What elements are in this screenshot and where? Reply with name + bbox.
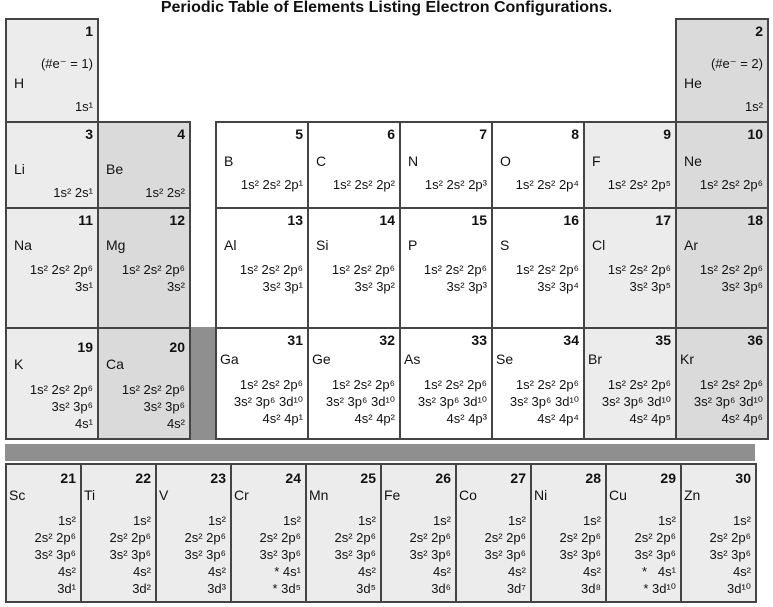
atomic-number: 23 <box>210 470 226 486</box>
element-cell-li <box>5 121 99 209</box>
electron-configuration: 1s² 2s¹ <box>53 185 93 200</box>
element-cell-as <box>399 327 493 440</box>
element-symbol: Se <box>496 351 514 367</box>
electron-configuration: 1s² 2s² 2p⁶ 3s² 3p⁴ <box>515 262 579 294</box>
element-cell-s <box>491 207 585 329</box>
atomic-number: 30 <box>735 470 751 486</box>
atomic-number: 8 <box>571 126 579 142</box>
atomic-number: 1 <box>85 23 93 39</box>
electron-configuration: 1s² 2s² 2p⁶ <box>699 177 763 192</box>
atomic-number: 15 <box>471 212 487 228</box>
element-cell-se <box>491 327 585 440</box>
element-symbol: Cl <box>592 237 606 253</box>
atomic-number: 18 <box>747 212 763 228</box>
element-symbol: Mg <box>106 237 126 253</box>
electron-configuration: 1s² 2s² 2p⁶ 3s² 3p⁶ 4s¹ <box>29 382 93 431</box>
electron-count-note: (#e⁻ = 2) <box>710 56 763 71</box>
electron-configuration: 1s² 2s² 2p⁶ 3s² 3p⁶ 4s² 3d¹ <box>34 513 76 596</box>
electron-configuration: 1s² 2s² 2p⁶ 3s² 3p⁵ <box>607 262 671 294</box>
element-cell-al <box>215 207 309 329</box>
element-cell-mg <box>97 207 191 329</box>
electron-configuration: 1s² 2s² 2p⁶ 3s² 3p⁶ 3d¹⁰ 4s² 4p⁶ <box>693 377 763 426</box>
electron-configuration: 1s² 2s² 2p⁶ 3s² 3p⁶ <box>699 262 763 294</box>
element-cell-sc <box>5 463 82 603</box>
electron-configuration: 1s² 2s² 2p¹ <box>240 177 303 192</box>
atomic-number: 24 <box>285 470 301 486</box>
electron-configuration: 1s² 2s² 2p⁶ 3s² 3p⁶ 3d¹⁰ 4s² 4p² <box>325 377 395 426</box>
element-symbol: Al <box>224 237 237 253</box>
element-symbol: O <box>500 153 511 169</box>
electron-configuration: 1s² 2s² 2p⁶ 3s² 3p⁶ 3d¹⁰ 4s² 4p⁵ <box>601 377 671 426</box>
electron-configuration: 1s² 2s² 2p⁶ 3s² 3p⁶ 3d¹⁰ 4s² 4p⁴ <box>509 377 579 426</box>
electron-configuration: 1s² 2s² 2p⁶ 3s² 3p⁶ 4s² 3d³ <box>184 513 226 596</box>
atomic-number: 27 <box>510 470 526 486</box>
element-cell-ca <box>97 327 191 440</box>
element-cell-ne <box>675 121 769 209</box>
element-cell-fe <box>380 463 457 603</box>
atomic-number: 21 <box>60 470 76 486</box>
element-cell-si <box>307 207 401 329</box>
element-cell-be <box>97 121 191 209</box>
electron-configuration: 1s² 2s² 2p⁶ 3s² 3p⁶ 4s² 3d⁷ <box>484 513 526 596</box>
element-symbol: Ge <box>312 351 331 367</box>
element-symbol: Sc <box>9 487 26 503</box>
element-cell-v <box>155 463 232 603</box>
element-symbol: N <box>408 153 419 169</box>
element-cell-ni <box>530 463 607 603</box>
electron-configuration: 1s² 2s² 2p⁶ 3s² 3p³ <box>423 262 487 294</box>
element-symbol: K <box>14 356 24 372</box>
element-symbol: Be <box>106 161 124 177</box>
element-cell-f <box>583 121 677 209</box>
atomic-number: 16 <box>563 212 579 228</box>
atomic-number: 13 <box>287 212 303 228</box>
element-cell-co <box>455 463 532 603</box>
element-symbol: C <box>316 153 327 169</box>
electron-configuration: 1s² 2s² 2p⁶ 3s² 3p¹ <box>239 262 303 294</box>
element-cell-b <box>215 121 309 209</box>
element-symbol: Co <box>459 487 477 503</box>
atomic-number: 31 <box>287 332 303 348</box>
element-symbol: F <box>592 153 601 169</box>
atomic-number: 34 <box>563 332 579 348</box>
element-symbol: Fe <box>384 487 401 503</box>
element-symbol: As <box>404 351 421 367</box>
atomic-number: 35 <box>655 332 671 348</box>
divider-bar-horizontal <box>5 444 755 461</box>
atomic-number: 12 <box>169 212 185 228</box>
element-symbol: Mn <box>309 487 329 503</box>
electron-configuration: 1s² 2s² 2p⁶ 3s² 3p⁶ * 4s¹ * 3d¹⁰ <box>634 513 676 596</box>
element-symbol: Ga <box>220 351 239 367</box>
element-symbol: B <box>224 153 234 169</box>
electron-configuration: 1s² 2s² 2p³ <box>424 177 487 192</box>
element-symbol: Cu <box>609 487 627 503</box>
atomic-number: 9 <box>663 126 671 142</box>
atomic-number: 2 <box>755 23 763 39</box>
electron-configuration: 1s² 2s² 2p² <box>332 177 395 192</box>
element-cell-cl <box>583 207 677 329</box>
atomic-number: 19 <box>77 339 93 355</box>
element-symbol: V <box>159 487 169 503</box>
atomic-number: 26 <box>435 470 451 486</box>
electron-configuration: 1s² 2s² 2p⁶ 3s² 3p⁶ * 4s¹ * 3d⁵ <box>259 513 301 596</box>
electron-configuration: 1s² 2s² <box>145 185 185 200</box>
element-cell-cr <box>230 463 307 603</box>
electron-configuration: 1s² <box>744 99 763 114</box>
electron-configuration: 1s² 2s² 2p⁶ 3s² <box>121 262 185 294</box>
electron-configuration: 1s² 2s² 2p⁶ 3s² 3p⁶ 4s² <box>121 382 185 431</box>
electron-configuration: 1s² 2s² 2p⁶ 3s² 3p⁶ 4s² 3d² <box>109 513 151 596</box>
atomic-number: 10 <box>747 126 763 142</box>
atomic-number: 5 <box>295 126 303 142</box>
atomic-number: 20 <box>169 339 185 355</box>
atomic-number: 32 <box>379 332 395 348</box>
element-symbol: H <box>14 75 25 91</box>
atomic-number: 17 <box>655 212 671 228</box>
element-cell-mn <box>305 463 382 603</box>
element-cell-k <box>5 327 99 440</box>
element-symbol: He <box>684 75 702 91</box>
atomic-number: 4 <box>177 126 185 142</box>
element-symbol: Na <box>14 237 32 253</box>
element-cell-he <box>675 18 769 123</box>
electron-configuration: 1s² 2s² 2p⁶ 3s² 3p⁶ 3d¹⁰ 4s² 4p¹ <box>233 377 303 426</box>
atomic-number: 28 <box>585 470 601 486</box>
element-symbol: Ni <box>534 487 548 503</box>
atomic-number: 36 <box>747 332 763 348</box>
electron-configuration: 1s² 2s² 2p⁶ 3s¹ <box>29 262 93 294</box>
element-cell-na <box>5 207 99 329</box>
element-symbol: Ca <box>106 356 124 372</box>
page-title: Periodic Table of Elements Listing Electron Configurations. <box>160 0 613 16</box>
atomic-number: 22 <box>135 470 151 486</box>
element-cell-br <box>583 327 677 440</box>
element-cell-kr <box>675 327 769 440</box>
atomic-number: 25 <box>360 470 376 486</box>
element-cell-c <box>307 121 401 209</box>
atomic-number: 14 <box>379 212 395 228</box>
element-cell-ar <box>675 207 769 329</box>
element-symbol: Cr <box>234 487 249 503</box>
element-cell-o <box>491 121 585 209</box>
element-symbol: Ne <box>684 153 702 169</box>
element-cell-n <box>399 121 493 209</box>
electron-configuration: 1s² 2s² 2p⁶ 3s² 3p⁶ 4s² 3d⁸ <box>559 513 601 596</box>
electron-configuration: 1s² 2s² 2p⁶ 3s² 3p⁶ 4s² 3d⁵ <box>334 513 376 596</box>
electron-configuration: 1s² 2s² 2p⁶ 3s² 3p⁶ 4s² 3d¹⁰ <box>709 513 751 596</box>
element-symbol: Ar <box>684 237 698 253</box>
divider-bar-vertical <box>191 327 215 440</box>
atomic-number: 3 <box>85 126 93 142</box>
atomic-number: 7 <box>479 126 487 142</box>
element-symbol: Si <box>316 237 329 253</box>
element-cell-zn <box>680 463 757 603</box>
element-cell-h <box>5 18 99 123</box>
atomic-number: 6 <box>387 126 395 142</box>
atomic-number: 11 <box>78 212 93 228</box>
element-cell-ga <box>215 327 309 440</box>
atomic-number: 29 <box>660 470 676 486</box>
element-symbol: Ti <box>84 487 96 503</box>
electron-configuration: 1s² 2s² 2p⁶ 3s² 3p⁶ 4s² 3d⁶ <box>409 513 451 596</box>
element-symbol: Br <box>588 351 602 367</box>
element-symbol: Kr <box>680 351 694 367</box>
electron-configuration: 1s² 2s² 2p⁶ 3s² 3p² <box>331 262 395 294</box>
electron-configuration: 1s² 2s² 2p⁵ <box>607 177 671 192</box>
element-symbol: P <box>408 237 418 253</box>
element-symbol: Zn <box>684 487 701 503</box>
electron-configuration: 1s² 2s² 2p⁶ 3s² 3p⁶ 3d¹⁰ 4s² 4p³ <box>417 377 487 426</box>
element-cell-ge <box>307 327 401 440</box>
electron-configuration: 1s¹ <box>74 99 93 114</box>
element-cell-p <box>399 207 493 329</box>
element-symbol: Li <box>14 161 25 177</box>
electron-count-note: (#e⁻ = 1) <box>40 56 93 71</box>
element-cell-ti <box>80 463 157 603</box>
element-cell-cu <box>605 463 682 603</box>
atomic-number: 33 <box>471 332 487 348</box>
electron-configuration: 1s² 2s² 2p⁴ <box>515 177 579 192</box>
element-symbol: S <box>500 237 510 253</box>
